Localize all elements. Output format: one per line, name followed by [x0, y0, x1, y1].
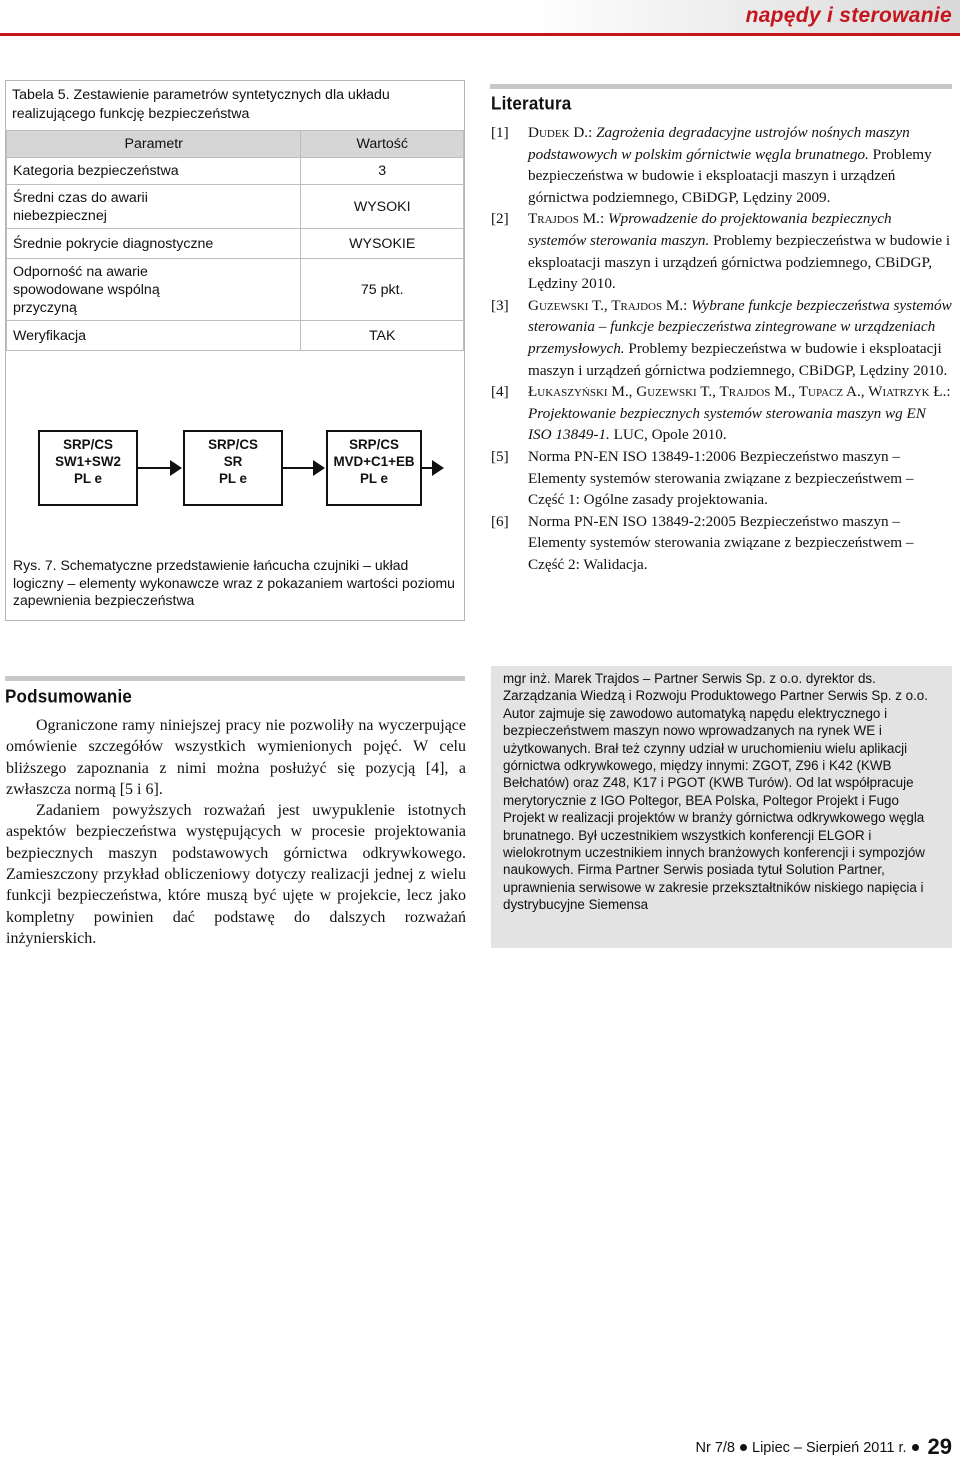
ref-number: [1] [491, 124, 509, 141]
reference-item [490, 295, 952, 381]
arrow-connector [283, 467, 317, 469]
ref-number: [3] [491, 296, 509, 314]
reference-item [490, 446, 952, 511]
block-line: SRP/CS [208, 437, 258, 452]
issue-months: Lipiec – Sierpień 2011 r. [752, 1440, 907, 1456]
page-footer [696, 1434, 953, 1460]
param-cell: Kategoria bezpieczeństwa [7, 158, 301, 185]
block-line: SRP/CS [349, 437, 399, 452]
figure-caption: Rys. 7. Schematyczne przedstawienie łańcucha czujniki – układ logiczny – elementy wykonawcze wraz z pokazaniem wartości poziomu zapewnienia bezpieczeństwa [13, 557, 455, 608]
section-rule [490, 84, 952, 89]
reference-item [490, 208, 952, 294]
ref-title: Zagrożenia degradacyjne ustrojów nośnych maszyn podstawowych w polskim górnictwie węgla brunatnego. [528, 124, 910, 163]
table-row [7, 229, 464, 259]
ref-rest: Problemy bezpieczeństwa w budowie i eksploatacji maszyn i urządzeń górnictwa podziemnego, CBiDGP, Lędziny 2010. [528, 231, 951, 293]
summary-paragraph: Zadaniem powyższych rozważań jest uwypuklenie istotnych aspektów bezpieczeństwa występujących w procesie projektowania bezpiecznych maszyn podstawowych górnictwa odkrywkowego. Zamieszczony przykład obliczeniowy dotyczy realizacji jednej z wielu funkcji bezpieczeństwa, które muszą być ujęte w projekcie, lecz jako kompletny powinien dać podstawę do dalszych rozważań inżynierskich. [6, 802, 466, 947]
ref-title: Wprowadzenie do projektowania bezpiecznych systemów sterowania maszyn. [528, 210, 892, 249]
issue-number: Nr 7/8 [695, 1440, 735, 1456]
summary-paragraph: Ograniczone ramy niniejszej pracy nie pozwoliły na wyczerpujące omówienie szczegółów wszystkich wymienionych pojęć. W celu bliższego zapoznania z nimi można posłużyć się pozycją [4], a zwłaszcza normą [5 i 6]. [6, 717, 466, 798]
ref-rest: Problemy bezpieczeństwa w budowie i eksploatacji maszyn i urządzeń górnictwa podziemnego, CBiDGP, Lędziny 2009. [528, 145, 932, 206]
ref-rest: Norma PN-EN ISO 13849-1:2006 Bezpieczeństwo maszyn – Elementy systemów sterowania związane z bezpieczeństwem – Część 1: Ogólne zasady projektowania. [528, 447, 914, 509]
chain-diagram [28, 430, 448, 510]
param-cell [7, 185, 301, 229]
block-line: SW1+SW2 [55, 454, 121, 469]
arrow-head-icon [170, 460, 182, 476]
table-row [7, 158, 464, 185]
ref-author: Łukaszyński M., Guzewski T., Trajdos M., Tupacz A., Wiatrzyk Ł.: [528, 383, 951, 401]
block-line: SRP/CS [63, 437, 113, 452]
ref-number: [4] [491, 383, 509, 401]
ref-title: Wybrane funkcje bezpieczeństwa systemów sterowania – funkcje bezpieczeństwa zintegrowane w urządzeniach przemysłowych. [528, 296, 952, 357]
bullet-icon [912, 1444, 919, 1451]
param-cell: Weryfikacja [7, 321, 301, 351]
param-text: Średni czas do awarii niebezpiecznej [13, 189, 148, 224]
block-sensors [38, 430, 138, 506]
section-title: napędy i sterowanie [745, 4, 952, 27]
param-text: Odporność na awarie spowodowane wspólną przyczyną [13, 263, 160, 316]
section-rule [5, 676, 465, 681]
ref-rest: LUC, Opole 2010. [613, 426, 727, 444]
ref-number: [6] [491, 512, 509, 530]
reference-item [490, 122, 952, 208]
col-header-param: Parametr [7, 131, 301, 158]
bullet-icon [740, 1444, 747, 1451]
block-line: PL e [359, 471, 389, 486]
author-bio-box [491, 666, 952, 948]
podsumowanie-heading: Podsumowanie [5, 686, 133, 707]
table-row [7, 185, 464, 229]
table-row [7, 321, 464, 351]
page-number: 29 [927, 1434, 952, 1459]
table-row [7, 259, 464, 321]
ref-number: [2] [491, 210, 509, 228]
arrow-head-icon [313, 460, 325, 476]
ref-author: Dudek D.: [528, 124, 593, 141]
header-band [0, 0, 960, 34]
parameters-table [6, 130, 464, 351]
header-rule [0, 33, 960, 36]
ref-author: Trajdos M.: [528, 210, 605, 228]
reference-item [490, 381, 952, 446]
literatura-heading: Literatura [491, 93, 572, 114]
arrow-head-icon [432, 460, 444, 476]
value-cell: TAK [301, 321, 464, 351]
col-header-value: Wartość [301, 131, 464, 158]
ref-rest: Norma PN-EN ISO 13849-2:2005 Bezpieczeństwo maszyn – Elementy systemów sterowania związane z bezpieczeństwem – Część 2: Walidacja. [528, 512, 914, 573]
block-actuators [326, 430, 422, 506]
author-bio-text: mgr inż. Marek Trajdos – Partner Serwis Sp. z o.o. dyrektor ds. Zarządzania Wiedzą i Rozwoju Produktowego Partner Serwis Sp. z o.o. Autor zajmuje się zawodowo automatyką napędu elektrycznego i bezpieczeństwem maszyn nowo wprowadzanych na rynek WE i użytkowanych. Brał też czynny udział w uruchomieniu wielu aplikacji górnictwa odkrywkowego, między innymi: ZGOT, Z96 i K42 (KWB Bełchatów) oraz Z48, K17 i PGOT (KWB Turów). Od lat współpracuje merytorycznie z IGO Poltegor, BEA Polska, Poltegor Projekt i Fugo Projekt w realizacji projektów w branży górnictwa odkrywkowego węgla brunatnego. Był uczestnikiem wszystkich konferencji ELGOR i wielokrotnym uczestnikiem innych branżowych konferencji i sympozjów naukowych. Firma Partner Serwis posiada tytuł Solution Partner, uprawnienia serwisowe w zakresie przekształtników niskiego napięcia i dystrybucyjne Siemensa [503, 671, 928, 913]
summary-body [6, 715, 466, 949]
ref-number: [5] [491, 447, 509, 465]
ref-title: Projektowanie bezpiecznych systemów sterowania maszyn wg EN ISO 13849-1. [528, 404, 926, 444]
table-header-row [7, 131, 464, 158]
block-line: SR [223, 454, 243, 469]
references-list [490, 122, 952, 575]
value-cell: WYSOKI [301, 185, 464, 229]
value-cell: 75 pkt. [301, 259, 464, 321]
param-cell: Średnie pokrycie diagnostyczne [7, 229, 301, 259]
table-caption: Tabela 5. Zestawienie parametrów syntetycznych dla układu realizującego funkcję bezpieczeństwa [12, 87, 390, 122]
value-cell: WYSOKIE [301, 229, 464, 259]
arrow-connector [138, 467, 172, 469]
param-cell [7, 259, 301, 321]
block-line: MVD+C1+EB [333, 454, 415, 469]
block-line: PL e [73, 471, 103, 486]
block-line: PL e [218, 471, 248, 486]
ref-rest: Problemy bezpieczeństwa w budowie i eksploatacji maszyn i urządzeń górnictwa podziemnego, CBiDGP, Lędziny 2010. [528, 339, 948, 379]
reference-item [490, 511, 952, 576]
value-cell: 3 [301, 158, 464, 185]
block-logic [183, 430, 283, 506]
ref-author: Guzewski T., Trajdos M.: [528, 296, 688, 314]
